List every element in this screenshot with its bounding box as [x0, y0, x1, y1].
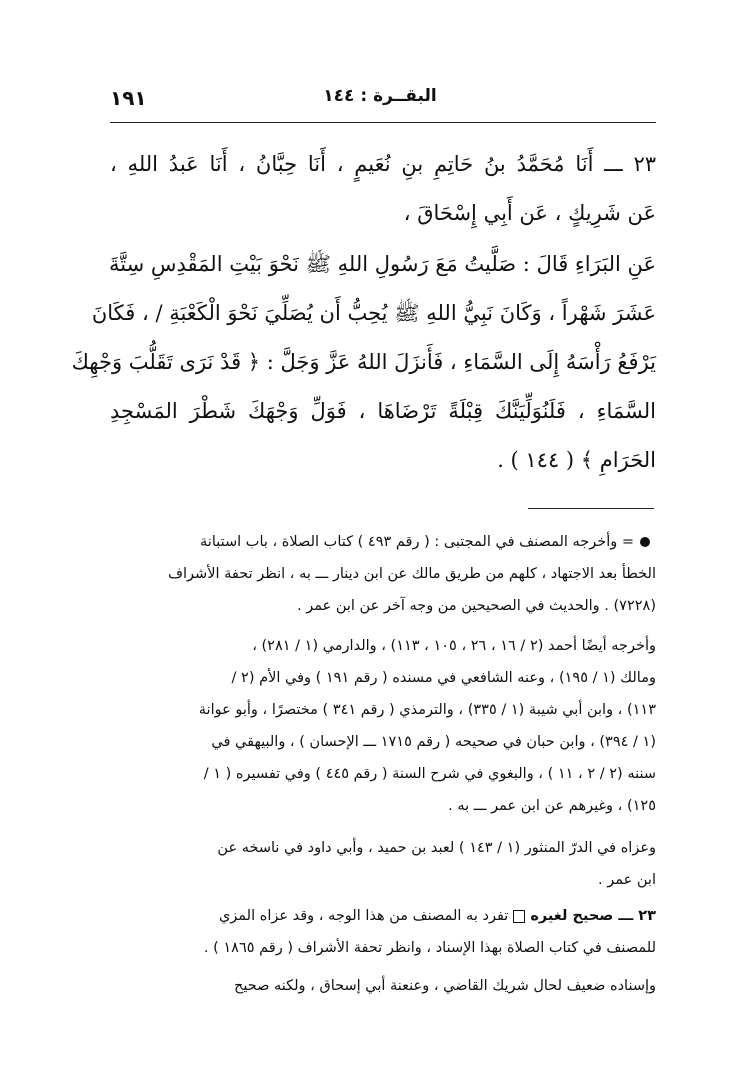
- footnote-line: ومالك (١ / ١٩٥) ، وعنه الشافعي في مسنده ( رقم ١٩١ ) وفي الأم (٢ /: [231, 670, 656, 686]
- footnote-sources: [110, 630, 656, 822]
- grading-label: ٢٣ ـــ صحيح لغيره: [530, 908, 656, 924]
- filled-circle-icon: [640, 537, 650, 547]
- footnote-continuation: [110, 526, 656, 622]
- footnote-line: = وأخرجه المصنف في المجتبى : ( رقم ٤٩٣ ) كتاب الصلاة ، باب استبانة: [200, 534, 634, 550]
- footnote-durr: [110, 832, 656, 896]
- matn-line: عَنِ البَرَاءِ قَالَ : صَلَّيتُ مَعَ رَسُولِ اللهِ ﷺ نَحْوَ بَيْتِ المَقْدِسِ سِتَّةَ: [109, 252, 656, 276]
- footnote-isnad-note: [110, 970, 656, 1002]
- footnote-line: ١١٣) ، وابن أبي شيبة (١ / ٣٣٥) ، والترمذي ( رقم ٣٤١ ) مختصرًا ، وأبو عوانة: [198, 702, 656, 718]
- footnote-line: تفرد به المصنف من هذا الوجه ، وقد عزاه المزي: [218, 908, 509, 924]
- matn-line: عَشَرَ شَهْراً ، وَكَانَ نَبِيُّ اللهِ ﷺ يُحِبُّ أَن يُصَلِّيَ نَحْوَ الْكَعْبَةِ / ، فَكَانَ: [91, 301, 656, 325]
- footnote-line: (٧٢٢٨) . والحديث في الصحيحين من وجه آخر عن ابن عمر .: [296, 598, 656, 614]
- isnad-line: عَن شَرِيكٍ ، عَن أَبِي إِسْحَاقَ ،: [403, 201, 656, 225]
- isnad-line: ٢٣ ـــ أَنَا مُحَمَّدُ بنُ حَاتِمِ بنِ نُعَيمٍ ، أَنَا حِبَّانُ ، أَنَا عَبدُ اللهِ ،: [110, 152, 656, 176]
- hadith-isnad: [110, 140, 656, 238]
- matn-line: يَرْفَعُ رَأْسَهُ إِلَى السَّمَاءِ ، فَأَنزَلَ اللهُ عَزَّ وَجَلَّ : ﴿ قَدْ نَرَى تَقَلُّبَ وَجْهِكَ: [71, 350, 656, 374]
- page-header: [110, 86, 650, 116]
- hollow-square-icon: [513, 910, 525, 923]
- matn-line: الحَرَامِ ﴾ ( ١٤٤ ) .: [497, 448, 656, 472]
- footnote-divider: [528, 508, 654, 509]
- footnote-line: وأخرجه أيضًا أحمد (٢ / ١٦ ، ٢٦ ، ١٠٥ ، ١١٣) ، والدارمي (١ / ٢٨١) ،: [252, 638, 656, 654]
- footnote-line: ١٢٥) ، وغيرهم عن ابن عمر ـــ به .: [448, 798, 656, 814]
- footnote-line: وعزاه في الدرّ المنثور (١ / ١٤٣ ) لعبد بن حميد ، وأبي داود في ناسخه عن: [217, 840, 656, 856]
- page-number: ١٩١: [110, 86, 147, 110]
- matn-line: السَّمَاءِ ، فَلَنُوَلِّيَنَّكَ قِبْلَةً تَرْضَاهَا ، فَوَلِّ وَجْهَكَ شَطْرَ المَسْجِدِ: [110, 399, 656, 423]
- running-title: البقــرة : ١٤٤: [323, 86, 437, 106]
- footnote-grading: [110, 900, 656, 964]
- footnote-line: سننه (٢ / ٢ ، ١١ ) ، والبغوي في شرح السنة ( رقم ٤٤٥ ) وفي تفسيره ( ١ /: [203, 766, 656, 782]
- footnote-line: وإسناده ضعيف لحال شريك القاضي ، وعنعنة أبي إسحاق ، ولكنه صحيح: [233, 978, 656, 994]
- footnote-line: ابن عمر .: [598, 872, 656, 888]
- header-divider: [110, 122, 656, 123]
- footnote-line: (١ / ٣٩٤) ، وابن حبان في صحيحه ( رقم ١٧١٥ ـــ الإحسان ) ، والبيهقي في: [211, 734, 656, 750]
- footnote-line: الخطأ بعد الاجتهاد ، كلهم من طريق مالك عن ابن دينار ـــ به ، انظر تحفة الأشراف: [167, 566, 656, 582]
- hadith-matn: [71, 240, 656, 485]
- footnote-line: للمصنف في كتاب الصلاة بهذا الإسناد ، وانظر تحفة الأشراف ( رقم ١٨٦٥ ) .: [203, 940, 656, 956]
